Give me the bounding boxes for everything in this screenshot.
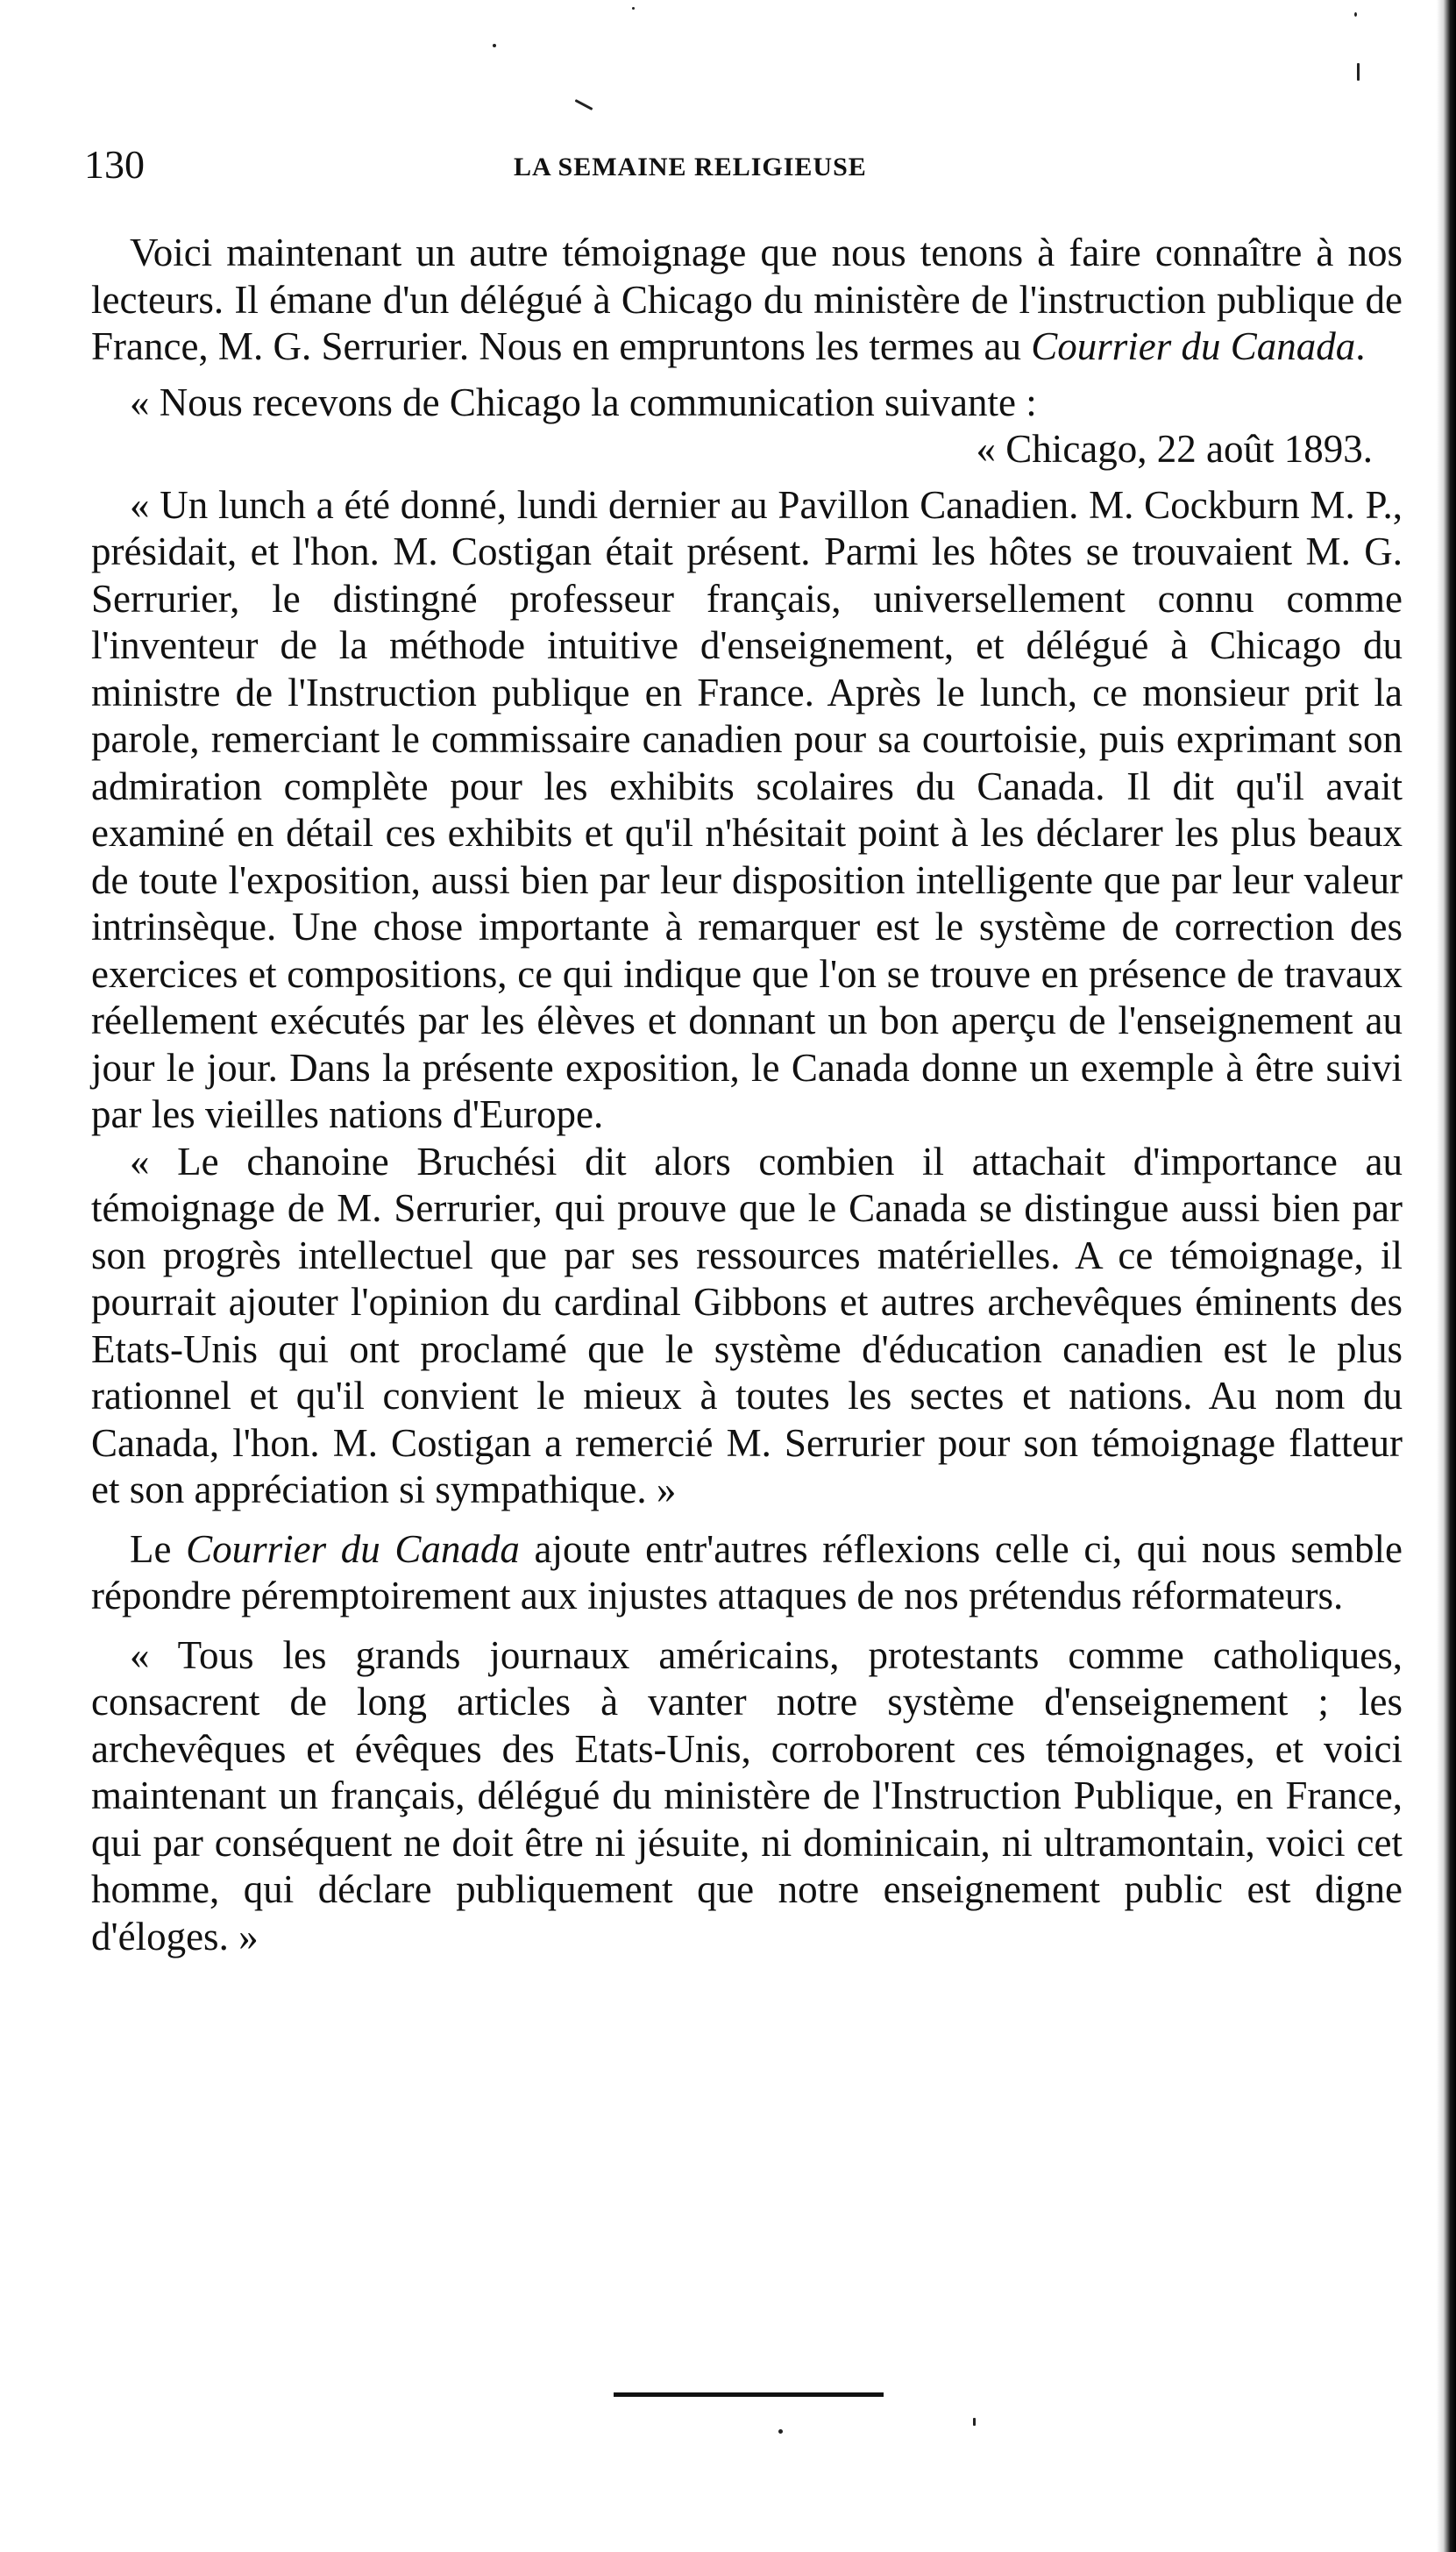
- intro-text: Voici maintenant un autre témoignage que nous tenons à faire connaître à nos lecteurs. Il émane d'un délégué à Chicago du ministère de l'instruction publique de France, M. G. Serrurier. Nous en empruntons les termes au: [91, 231, 1403, 368]
- intro-paragraph: [91, 230, 1403, 371]
- closing-quote: « Tous les grands journaux américains, protestants comme catholiques, consacrent de long articles à vanter notre système d'enseignement ; les archevêques et évêques des Etats-Unis, corroborent ces témoignages, et voici maintenant un français, délégué du ministère de l'Instruction Publique, en France, qui par conséquent ne doit être ni jésuite, ni dominicain, ni ultramontain, voici cet homme, qui déclare publiquement que notre enseignement public est digne d'éloges. »: [91, 1632, 1403, 1958]
- scan-speck: [973, 2418, 976, 2426]
- reflection-text: Le: [130, 1526, 187, 1571]
- closing-rule: [614, 2392, 884, 2397]
- reflection-text-end: ajoute entr'autres réflexions celle ci, qui nous semble répondre péremptoirement aux injustes attaques de nos prétendus réformateurs.: [91, 1526, 1403, 1617]
- scan-speck: [493, 44, 496, 47]
- newspaper-title: Courrier du Canada: [186, 1526, 520, 1571]
- scan-speck: [575, 99, 593, 110]
- page-number: 130: [84, 142, 145, 187]
- page-edge-shadow: [1437, 0, 1456, 2552]
- communication-intro: « Nous recevons de Chicago la communication suivante :: [130, 380, 1037, 424]
- letter-dateline: « Chicago, 22 août 1893.: [976, 427, 1373, 471]
- page-header: [84, 139, 1355, 191]
- scan-speck: [632, 7, 635, 10]
- scan-speck: [1357, 63, 1360, 81]
- scan-speck: [1354, 12, 1357, 17]
- quoted-paragraph: « Un lunch a été donné, lundi dernier au Pavillon Canadien. M. Cockburn M. P., présidait, et l'hon. M. Costigan était présent. Parmi les hôtes se trouvaient M. G. Serrurier, le distingné professeur français, universellement connu comme l'inventeur de la méthode intuitive d'enseignement, et délégué à Chicago du ministre de l'Instruction publique en France. Après le lunch, ce monsieur prit la parole, remerciant le commissaire canadien pour sa courtoisie, puis exprimant son admiration complète pour les exhibits scolaires du Canada. Il dit qu'il avait examiné en détail ces exhibits et qu'il n'hésitait point à les déclarer les plus beaux de toute l'exposition, aussi bien par leur disposition intelligente que par leur valeur intrinsèque. Une chose importante à remarquer est le système de correction des exercices et compositions, ce qui indique que l'on se trouve en présence de travaux réellement exécutés par les élèves et donnant un bon aperçu de l'enseignement au jour le jour. Dans la présente exposition, le Canada donne un exemple à être suivi par les vieilles nations d'Europe.: [91, 482, 1403, 1136]
- reflection-paragraph: [91, 1526, 1403, 1620]
- running-title: LA SEMAINE RELIGIEUSE: [514, 153, 867, 181]
- quoted-paragraph: « Le chanoine Bruchési dit alors combien il attachait d'importance au témoignage de M. Serrurier, qui prouve que le Canada se distingue aussi bien par son progrès intellectuel que par ses ressources matérielles. A ce témoignage, il pourrait ajouter l'opinion du cardinal Gibbons et autres archevêques éminents des Etats-Unis qui ont proclamé que le système d'éducation canadien est le plus rationnel et qu'il convient le mieux à toutes les sectes et nations. Au nom du Canada, l'hon. M. Costigan a remercié M. Serrurier pour son témoignage flatteur et son appréciation si sympathique. »: [91, 1139, 1403, 1511]
- article-body: [91, 230, 1403, 1960]
- scan-speck: [778, 2429, 783, 2434]
- newspaper-title: Courrier du Canada: [1031, 324, 1356, 368]
- intro-text-end: .: [1355, 324, 1366, 368]
